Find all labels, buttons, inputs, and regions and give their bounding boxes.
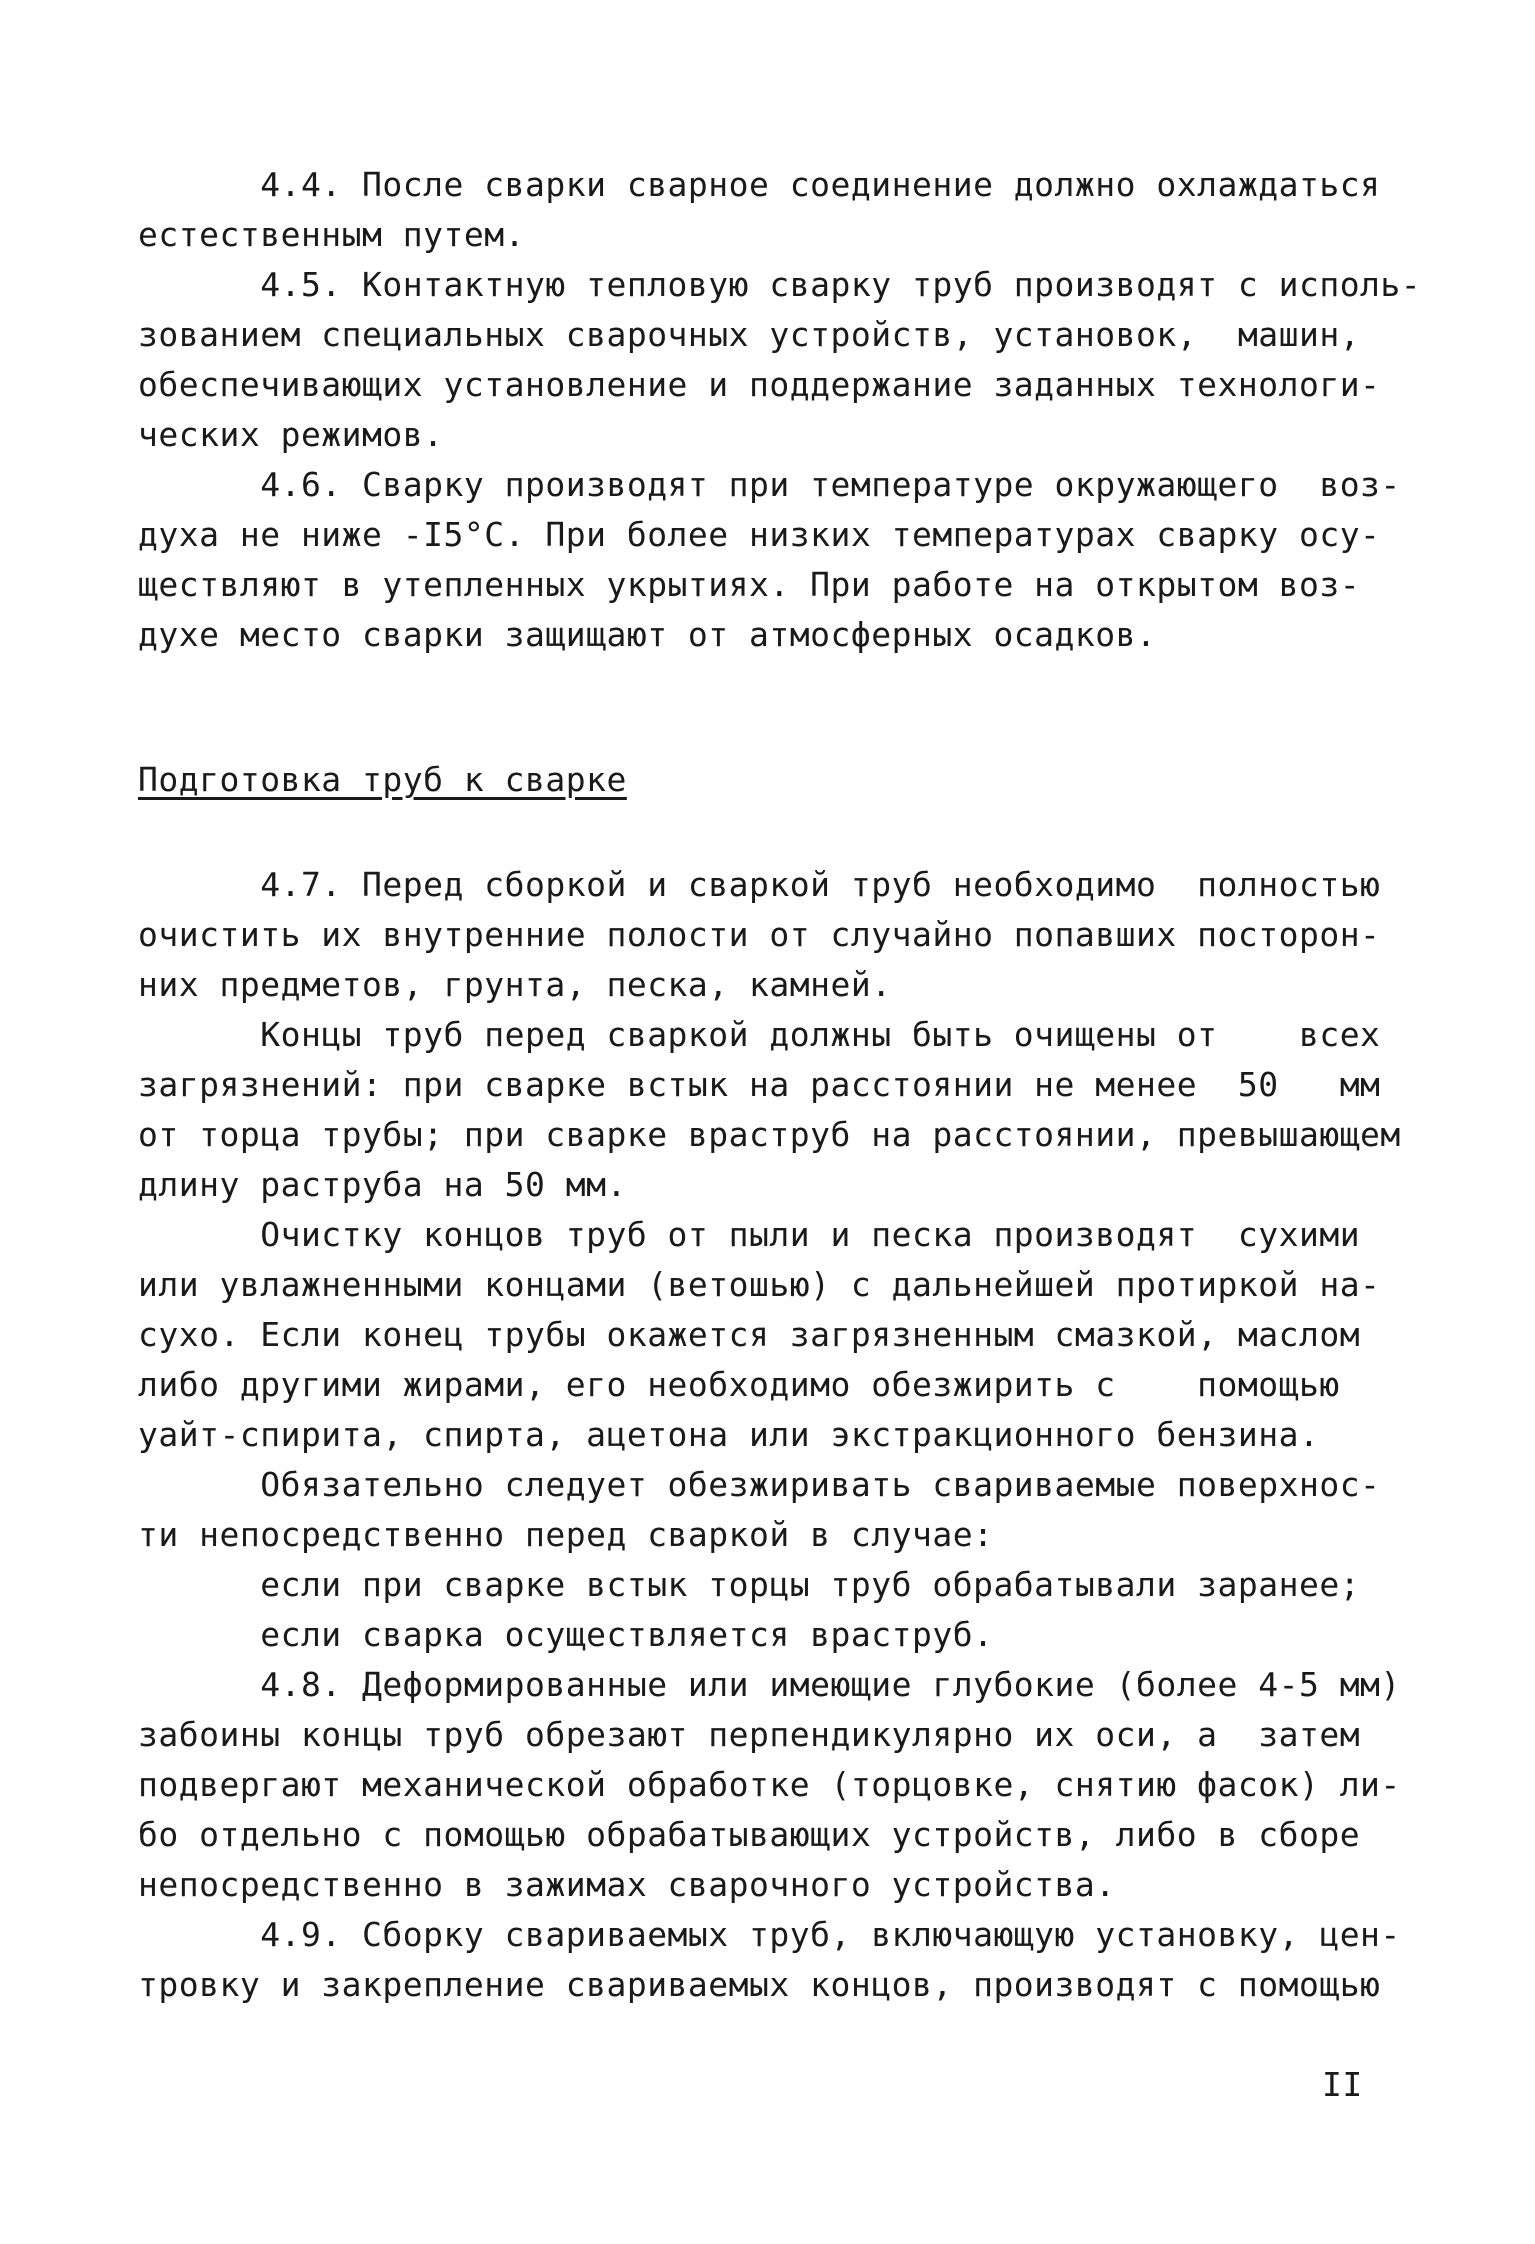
- text-line: ческих режимов.: [138, 415, 444, 454]
- text-line: естественным путем.: [138, 215, 525, 254]
- text-line: бо отдельно с помощью обрабатывающих устройств, либо в сборе: [138, 1815, 1361, 1854]
- text-line: 4.8. Деформированные или имеющие глубокие (более 4-5 мм): [138, 1665, 1401, 1704]
- text-line: сухо. Если конец трубы окажется загрязненным смазкой, маслом: [138, 1315, 1361, 1354]
- text-line: если сварка осуществляется враструб.: [138, 1615, 994, 1654]
- text-line: зованием специальных сварочных устройств, установок, машин,: [138, 315, 1361, 354]
- section-heading: Подготовка труб к сварке: [138, 760, 627, 799]
- text-line: либо другими жирами, его необходимо обезжирить с помощью: [138, 1365, 1340, 1404]
- text-line: них предметов, грунта, песка, камней.: [138, 965, 892, 1004]
- text-line: 4.5. Контактную тепловую сварку труб производят с исполь-: [138, 265, 1422, 304]
- text-line: Очистку концов труб от пыли и песка производят сухими: [138, 1215, 1361, 1254]
- text-line: очистить их внутренние полости от случайно попавших посторон-: [138, 915, 1381, 954]
- text-line: забоины концы труб обрезают перпендикулярно их оси, а затем: [138, 1715, 1361, 1754]
- text-line: ществляют в утепленных укрытиях. При работе на открытом воз-: [138, 565, 1361, 604]
- page-number: II: [1322, 2065, 1363, 2104]
- text-line: 4.6. Сварку производят при температуре окружающего воз-: [138, 465, 1401, 504]
- text-line: духа не ниже -I5°С. При более низких температурах сварку осу-: [138, 515, 1381, 554]
- text-line: 4.4. После сварки сварное соединение должно охлаждаться: [138, 165, 1381, 204]
- text-line: подвергают механической обработке (торцовке, снятию фасок) ли-: [138, 1765, 1401, 1804]
- text-line: обеспечивающих установление и поддержание заданных технологи-: [138, 365, 1381, 404]
- text-line: 4.7. Перед сборкой и сваркой труб необходимо полностью: [138, 865, 1381, 904]
- text-line: от торца трубы; при сварке враструб на расстоянии, превышающем: [138, 1115, 1401, 1154]
- text-line: Концы труб перед сваркой должны быть очищены от всех: [138, 1015, 1381, 1054]
- text-line: загрязнений: при сварке встык на расстоянии не менее 50 мм: [138, 1065, 1381, 1104]
- text-line: духе место сварки защищают от атмосферных осадков.: [138, 615, 1157, 654]
- text-line: если при сварке встык торцы труб обрабатывали заранее;: [138, 1565, 1361, 1604]
- text-line: тровку и закрепление свариваемых концов, производят с помощью: [138, 1965, 1381, 2004]
- text-line: непосредственно в зажимах сварочного устройства.: [138, 1865, 1116, 1904]
- text-line: 4.9. Сборку свариваемых труб, включающую установку, цен-: [138, 1915, 1401, 1954]
- text-line: Обязательно следует обезжиривать свариваемые поверхнос-: [138, 1465, 1381, 1504]
- text-line: уайт-спирита, спирта, ацетона или экстракционного бензина.: [138, 1415, 1320, 1454]
- text-line: длину раструба на 50 мм.: [138, 1165, 627, 1204]
- text-line: ти непосредственно перед сваркой в случае:: [138, 1515, 994, 1554]
- text-line: или увлажненными концами (ветошью) с дальнейшей протиркой на-: [138, 1265, 1381, 1304]
